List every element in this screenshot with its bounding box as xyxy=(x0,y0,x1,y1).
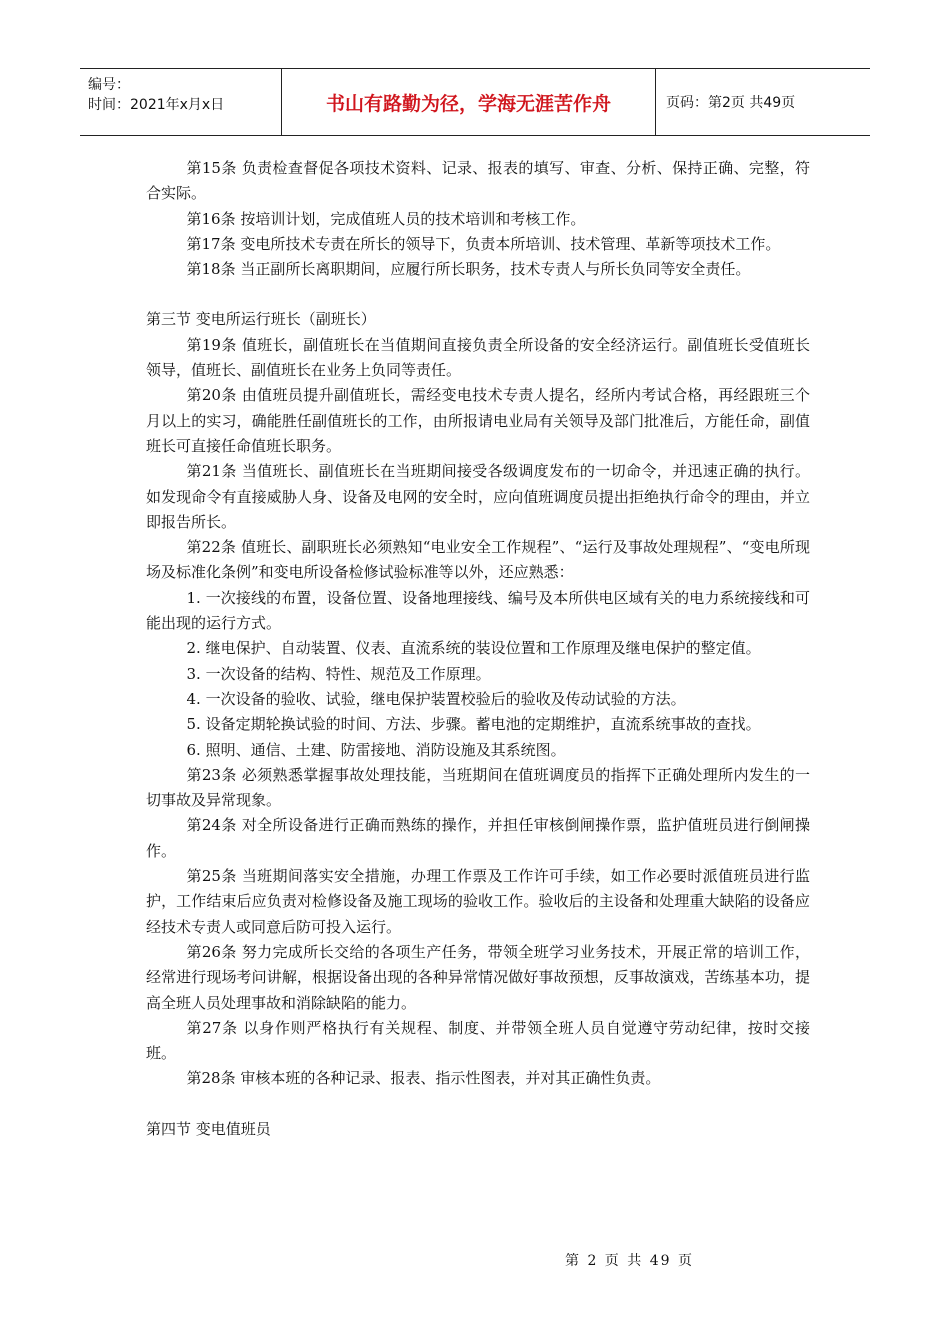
header-page-cell xyxy=(656,69,870,135)
article-19: 第19条 值班长，副值班长在当值期间直接负责全所设备的安全经济运行。副值班长受值班长领导，值班长、副值班长在业务上负同等责任。 xyxy=(146,335,810,380)
spacer xyxy=(146,1092,810,1117)
article-17: 第17条 变电所技术专责在所长的领导下，负责本所培训、技术管理、革新等项技术工作。 xyxy=(186,234,781,253)
article-28: 第28条 审核本班的各种记录、报表、指示性图表，并对其正确性负责。 xyxy=(186,1069,661,1088)
document-body xyxy=(146,156,810,1142)
article-23: 第23条 必须熟悉掌握事故处理技能，当班期间在值班调度员的指挥下正确处理所内发生的一切事故及异常现象。 xyxy=(146,765,810,810)
section-heading-4: 第四节 变电值班员 xyxy=(146,1119,271,1138)
list-item-4: 4. 一次设备的验收、试验，继电保护装置校验后的验收及传动试验的方法。 xyxy=(186,689,686,708)
spacer xyxy=(146,282,810,307)
article-25: 第25条 当班期间落实安全措施，办理工作票及工作许可手续，如工作必要时派值班员进行监护，工作结束后应负责对检修设备及施工现场的验收工作。验收后的主设备和处理重大缺陷的设备应经技术专责人或同意后防可投入运行。 xyxy=(146,867,810,936)
list-item-2: 2. 继电保护、自动装置、仪表、直流系统的装设位置和工作原理及继电保护的整定值。 xyxy=(186,639,761,658)
article-18: 第18条 当正副所长离职期间，应履行所长职务，技术专责人与所长负同等安全责任。 xyxy=(186,260,751,279)
list-item-5: 5. 设备定期轮换试验的时间、方法、步骤。蓄电池的定期维护，直流系统事故的查找。 xyxy=(186,715,761,734)
list-item-3: 3. 一次设备的结构、特性、规范及工作原理。 xyxy=(186,664,491,683)
page-header xyxy=(80,68,870,136)
article-24: 第24条 对全所设备进行正确而熟练的操作，并担任审核倒闸操作票，监护值班员进行倒闸操作。 xyxy=(146,816,810,860)
page-label: 页码：第2页 共49页 xyxy=(666,95,796,111)
page-footer: 第 2 页 共 49 页 xyxy=(565,1253,694,1269)
article-21: 第21条 当值班长、副值班长在当班期间接受各级调度发布的一切命令，并迅速正确的执行。如发现命令有直接威胁人身、设备及电网的安全时，应向值班调度员提出拒绝执行命令的理由，并立即报告所长。 xyxy=(146,462,810,531)
article-20: 第20条 由值班员提升副值班长，需经变电技术专责人提名，经所内考试合格，再经跟班三个月以上的实习，确能胜任副值班长的工作，由所报请电业局有关领导及部门批准后，方能任命，副值班长可直接任命值班长职务。 xyxy=(146,386,810,455)
article-15: 第15条 负责检查督促各项技术资料、记录、报表的填写、审查、分析、保持正确、完整，符合实际。 xyxy=(146,159,810,203)
list-item-6: 6. 照明、通信、土建、防雷接地、消防设施及其系统图。 xyxy=(186,740,566,759)
time-label: 时间：2021年x月x日 xyxy=(88,97,225,113)
article-22: 第22条 值班长、副职班长必须熟知“电业安全工作规程”、“运行及事故处理规程”、“变电所现场及标准化条例”和变电所设备检修试验标准等以外，还应熟悉： xyxy=(146,538,810,582)
article-26: 第26条 努力完成所长交给的各项生产任务，带领全班学习业务技术，开展正常的培训工作，经常进行现场考问讲解，根据设备出现的各种异常情况做好事故预想，反事故演戏，苦练基本功，提高全班人员处理事故和消除缺陷的能力。 xyxy=(146,942,810,1012)
header-meta xyxy=(80,69,282,135)
list-item-1: 1. 一次接线的布置，设备位置、设备地理接线、编号及本所供电区域有关的电力系统接线和可能出现的运行方式。 xyxy=(146,588,810,633)
number-label: 编号： xyxy=(88,77,130,93)
article-16: 第16条 按培训计划，完成值班人员的技术培训和考核工作。 xyxy=(186,209,586,228)
motto: 书山有路勤为径，学海无涯苦作舟 xyxy=(325,92,611,115)
article-27: 第27条 以身作则严格执行有关规程、制度、并带领全班人员自觉遵守劳动纪律，按时交接班。 xyxy=(146,1018,810,1063)
header-motto-cell xyxy=(282,69,656,135)
section-heading-3: 第三节 变电所运行班长（副班长） xyxy=(146,310,376,329)
